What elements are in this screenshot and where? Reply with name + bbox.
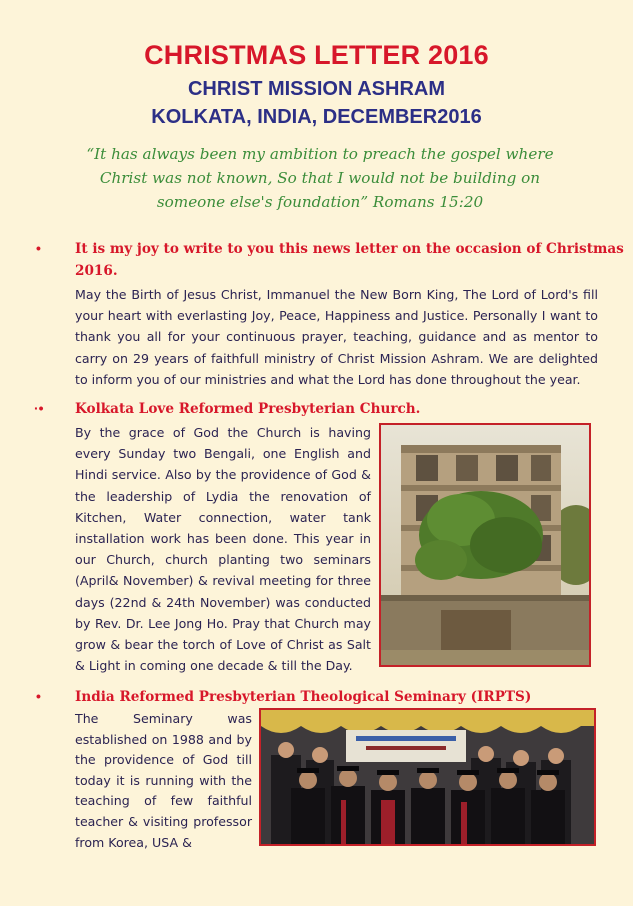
quote-line: Christ was not known, So that I would not be building on xyxy=(99,169,541,187)
section-body: May the Birth of Jesus Christ, Immanuel the New Born King, The Lord of Lord's fill your heart with everlasting Joy, Peace, Happiness and Justice. Personally I want to thank you all for your continuous prayer, teaching, guidance and as mentor to carry on 29 years of faithfull ministry of Christ Mission Ashram. We are delighted to inform you of our ministries and what the Lord has done throughout the year. xyxy=(75,287,598,387)
section-heading: India Reformed Presbyterian Theological Seminary (IRPTS) xyxy=(75,689,532,705)
bullet-icon: • xyxy=(36,688,41,704)
heading-line: 2016. xyxy=(75,263,118,279)
quote-line: “It has always been my ambition to preach the gospel where xyxy=(86,145,554,163)
section-heading: Kolkata Love Reformed Presbyterian Church. xyxy=(75,401,421,417)
scripture-quote xyxy=(60,142,580,214)
letter-title: CHRISTMAS LETTER 2016 xyxy=(144,40,489,70)
bullet-icon: • xyxy=(36,240,41,256)
section-body: The Seminary was established on 1988 and by the providence of God till today it is running with the teaching of few faithful teacher & visiting professor from Korea, USA & xyxy=(75,711,252,850)
bullet-icon: ·• xyxy=(34,400,44,416)
organization-name: CHRIST MISSION ASHRAM xyxy=(187,78,446,100)
section-heading xyxy=(75,238,624,282)
graduation-group-illustration xyxy=(261,710,594,844)
location-date: KOLKATA, INDIA, DECEMBER2016 xyxy=(151,106,482,128)
church-building-illustration xyxy=(381,425,589,665)
seminary-graduation-photo xyxy=(259,708,596,846)
church-building-photo xyxy=(379,423,591,667)
section-body: By the grace of God the Church is having every Sunday two Bengali, one English and Hindi service. Also by the providence of God & the leadership of Lydia the renovation of Kitchen, Water connection, water tank installation work has been done. This year in our Church, church planting two seminars (April& November) & revival meeting for three days (22nd & 24th November) was conducted by Rev. Dr. Lee Jong Ho. Pray that Church may grow & bear the torch of Love of Christ as Salt & Light in coming one decade & till the Day. xyxy=(75,425,371,674)
quote-line: someone else's foundation” Romans 15:20 xyxy=(156,193,484,211)
heading-line: It is my joy to write to you this news letter on the occasion of Christmas xyxy=(75,241,624,257)
